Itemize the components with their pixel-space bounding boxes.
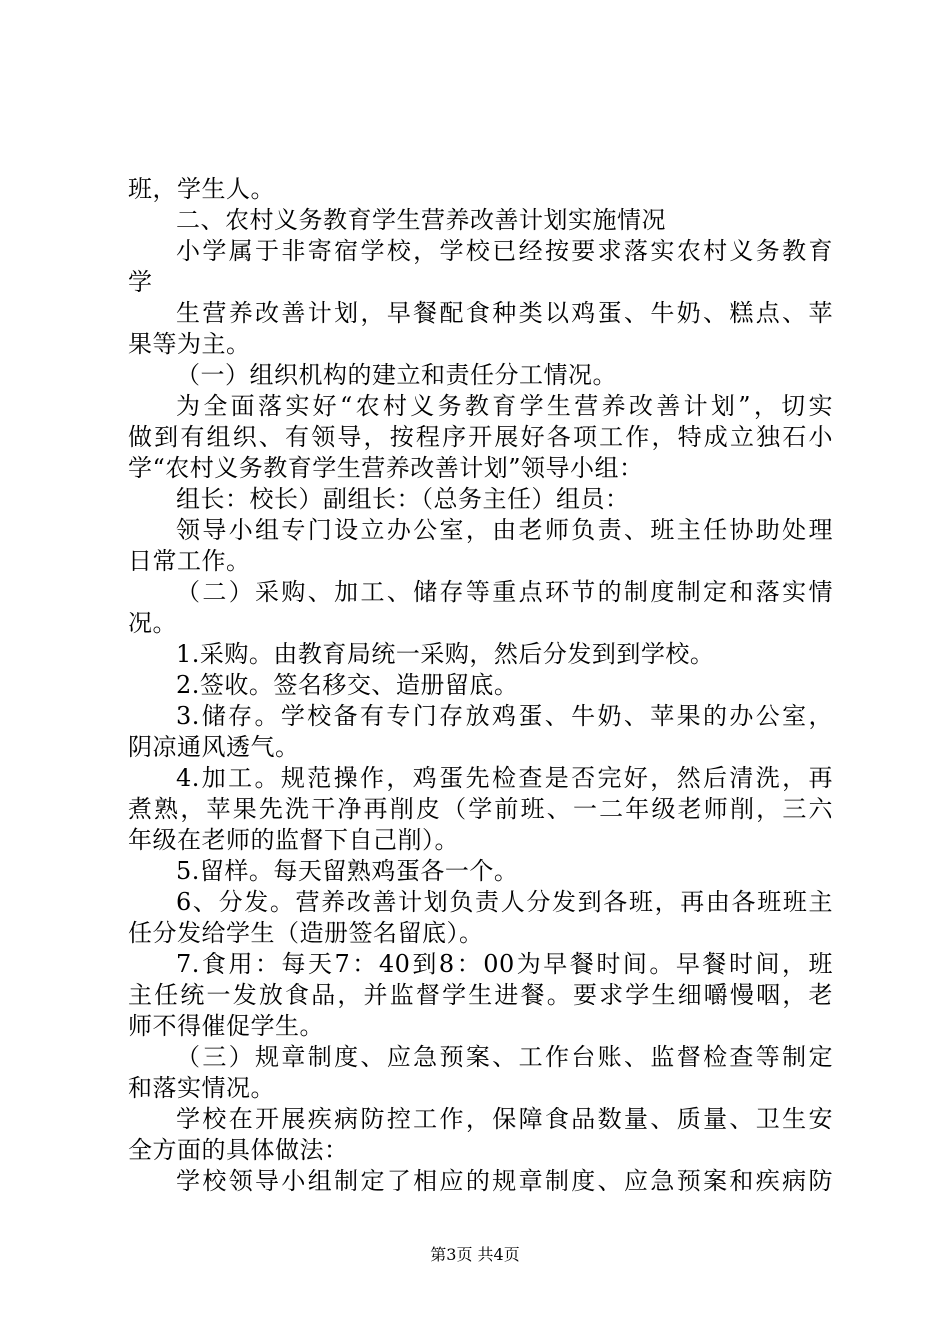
text-line: 小学属于非寄宿学校，学校已经按要求落实农村义务教育 [176, 237, 833, 265]
text-line: 生营养改善计划，早餐配食种类以鸡蛋、牛奶、糕点、苹 [176, 299, 833, 327]
text-line: （一）组织机构的建立和责任分工情况。 [176, 361, 617, 389]
text-line: 6、分发。营养改善计划负责人分发到各班，再由各班班主 [176, 888, 833, 916]
text-line: 学 [128, 268, 153, 296]
text-line: 班，学生人。 [128, 175, 275, 203]
text-line: 学“农村义务教育学生营养改善计划”领导小组： [128, 454, 644, 482]
text-line: 4.加工。规范操作，鸡蛋先检查是否完好，然后清洗，再 [176, 764, 833, 792]
text-line: 5.留样。每天留熟鸡蛋各一个。 [176, 857, 519, 885]
text-line: （三）规章制度、应急预案、工作台账、监督检查等制定 [176, 1043, 833, 1071]
text-line: 全方面的具体做法： [128, 1136, 349, 1164]
body-text [128, 174, 833, 1197]
text-line: 1.采购。由教育局统一采购，然后分发到到学校。 [176, 640, 715, 668]
text-line: 3.储存。学校备有专门存放鸡蛋、牛奶、苹果的办公室， [176, 702, 833, 730]
text-line: 日常工作。 [128, 547, 251, 575]
text-line: 年级在老师的监督下自己削）。 [128, 826, 459, 854]
text-line: 任分发给学生（造册签名留底）。 [128, 919, 484, 947]
text-line: 组长：校长）副组长：（总务主任）组员： [176, 485, 630, 513]
page-footer: 第3页 共4页 [430, 1245, 520, 1264]
text-line: 做到有组织、有领导，按程序开展好各项工作，特成立独石小 [128, 423, 833, 451]
text-line: 主任统一发放食品，并监督学生进餐。要求学生细嚼慢咽，老 [128, 981, 833, 1009]
text-line: 二、农村义务教育学生营养改善计划实施情况 [176, 206, 666, 234]
text-line: 学校在开展疾病防控工作，保障食品数量、质量、卫生安 [176, 1105, 833, 1133]
text-line: 阴凉通风透气。 [128, 733, 300, 761]
text-line: 和落实情况。 [128, 1074, 275, 1102]
text-line: 7.食用：每天7：40到8：00为早餐时间。早餐时间，班 [176, 950, 833, 978]
text-line: （二）采购、加工、储存等重点环节的制度制定和落实情 [176, 578, 833, 606]
text-line: 学校领导小组制定了相应的规章制度、应急预案和疾病防 [176, 1167, 833, 1195]
text-line: 况。 [128, 609, 177, 637]
text-line: 2.签收。签名移交、造册留底。 [176, 671, 519, 699]
text-line: 师不得催促学生。 [128, 1012, 324, 1040]
text-line: 煮熟，苹果先洗干净再削皮（学前班、一二年级老师削，三六 [128, 795, 833, 823]
text-line: 果等为主。 [128, 330, 251, 358]
text-line: 为全面落实好“农村义务教育学生营养改善计划”，切实 [176, 392, 833, 420]
text-line: 领导小组专门设立办公室，由老师负责、班主任协助处理 [176, 516, 833, 544]
